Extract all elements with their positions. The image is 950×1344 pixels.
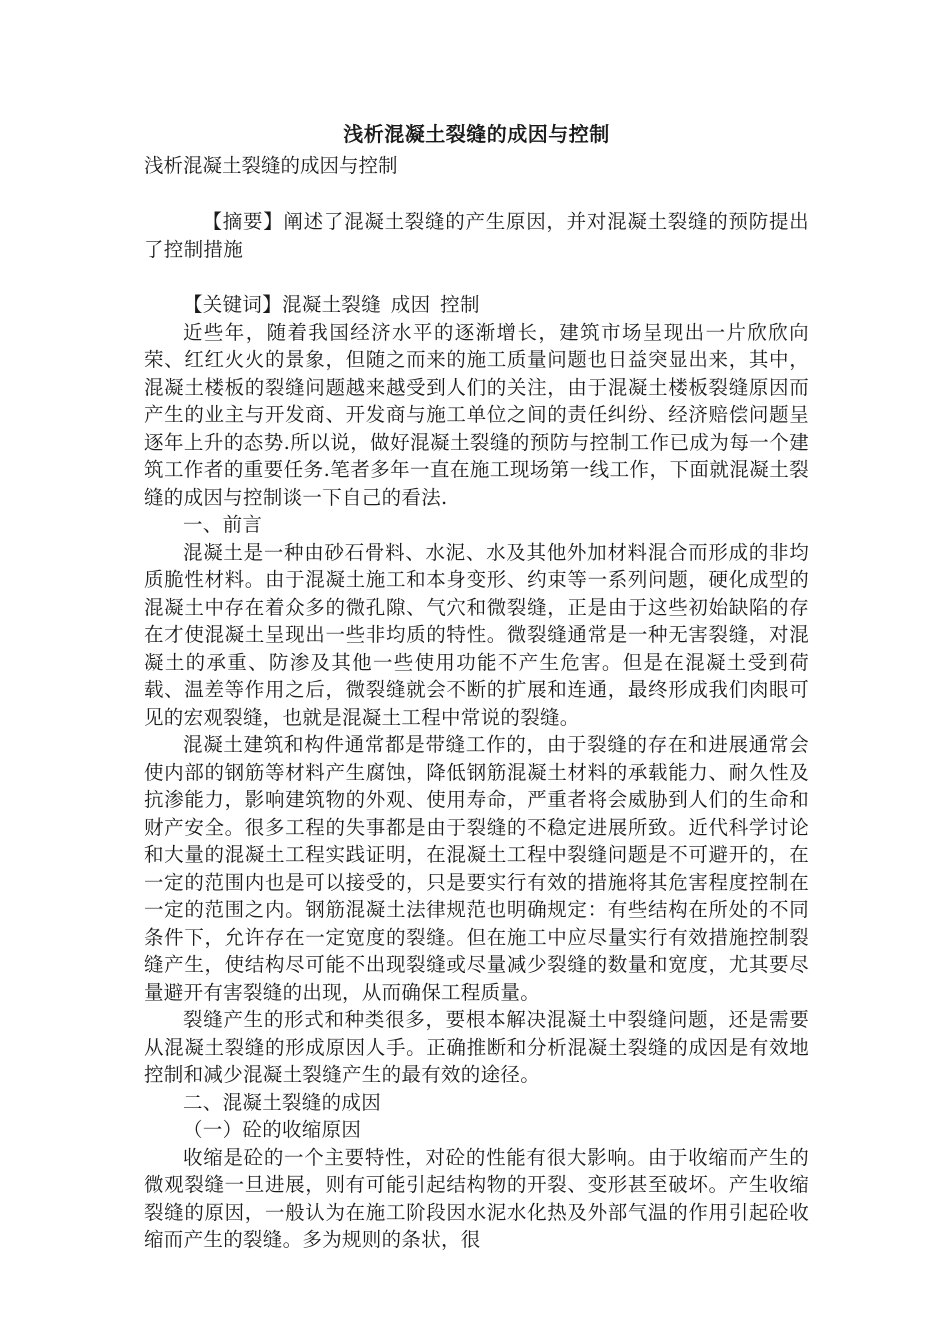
keyword-item: 混凝土裂缝 xyxy=(282,293,382,316)
keywords-label: 【关键词】 xyxy=(183,293,283,316)
intro-paragraph: 近些年，随着我国经济水平的逐渐增长，建筑市场呈现出一片欣欣向荣、红红火火的景象，但随之而来的施工质量问题也日益突显出来，其中，混凝土楼板的裂缝问题越来越受到人们的关注，由于混凝土楼板裂缝原因而产生的业主与开发商、开发商与施工单位之间的责任纠纷、经济赔偿问题呈逐年上升的态势.所以说，做好混凝土裂缝的预防与控制工作已成为每一个建筑工作者的重要任务.笔者多年一直在施工现场第一线工作，下面就混凝土裂缝的成因与控制谈一下自己的看法. xyxy=(144,320,809,509)
keyword-item: 控制 xyxy=(440,293,480,316)
body-paragraph: 混凝土建筑和构件通常都是带缝工作的，由于裂缝的存在和进展通常会使内部的钢筋等材料产生腐蚀，降低钢筋混凝土材料的承载能力、耐久性及抗渗能力，影响建筑物的外观、使用寿命，严重者将会威胁到人们的生命和财产安全。很多工程的失事都是由于裂缝的不稳定进展所致。近代科学讨论和大量的混凝土工程实践证明，在混凝土工程中裂缝问题是不可避开的，在一定的范围内也是可以接受的，只是要实行有效的措施将其危害程度控制在一定的范围之内。钢筋混凝土法律规范也明确规定：有些结构在所处的不同条件下，允许存在一定宽度的裂缝。但在施工中应尽量实行有效措施控制裂缝产生，使结构尽可能不出现裂缝或尽量减少裂缝的数量和宽度，尤其要尽量避开有害裂缝的出现，从而确保工程质量。 xyxy=(144,733,809,1004)
body-paragraph: 裂缝产生的形式和种类很多，要根本解决混凝土中裂缝问题，还是需要从混凝土裂缝的形成原因人手。正确推断和分析混凝土裂缝的成因是有效地控制和减少混凝土裂缝产生的最有效的途径。 xyxy=(144,1008,809,1086)
section-heading: 二、混凝土裂缝的成因 xyxy=(183,1090,382,1114)
keyword-item: 成因 xyxy=(390,293,431,316)
body-paragraph: 收缩是砼的一个主要特性，对砼的性能有很大影响。由于收缩而产生的微观裂缝一旦进展，则有可能引起结构物的开裂、变形甚至破坏。产生收缩裂缝的原因，一般认为在施工阶段因水泥水化热及外部气温的作用引起砼收缩而产生的裂缝。多为规则的条状，很 xyxy=(144,1145,809,1251)
blank-line xyxy=(144,180,809,208)
abstract-paragraph: 【摘要】阐述了混凝土裂缝的产生原因，并对混凝土裂缝的预防提出了控制措施 xyxy=(144,210,809,261)
document-subtitle: 浅析混凝土裂缝的成因与控制 xyxy=(144,154,398,177)
body-paragraph: 混凝土是一种由砂石骨料、水泥、水及其他外加材料混合而形成的非均质脆性材料。由于混凝土施工和本身变形、约束等一系列问题，硬化成型的混凝土中存在着众多的微孔隙、气穴和微裂缝，正是由于这些初始缺陷的存在才使混凝土呈现出一些非均质的特性。微裂缝通常是一种无害裂缝，对混凝土的承重、防渗及其他一些使用功能不产生危害。但是在混凝土受到荷载、温差等作用之后，微裂缝就会不断的扩展和连通，最终形成我们肉眼可见的宏观裂缝，也就是混凝土工程中常说的裂缝。 xyxy=(144,540,809,729)
document-page xyxy=(144,120,809,1254)
blank-line xyxy=(144,263,809,291)
keywords-line xyxy=(144,291,809,319)
section-heading: 一、前言 xyxy=(183,513,263,536)
document-title: 浅析混凝土裂缝的成因与控制 xyxy=(343,122,610,146)
subsection-heading: （一）砼的收缩原因 xyxy=(183,1118,362,1141)
